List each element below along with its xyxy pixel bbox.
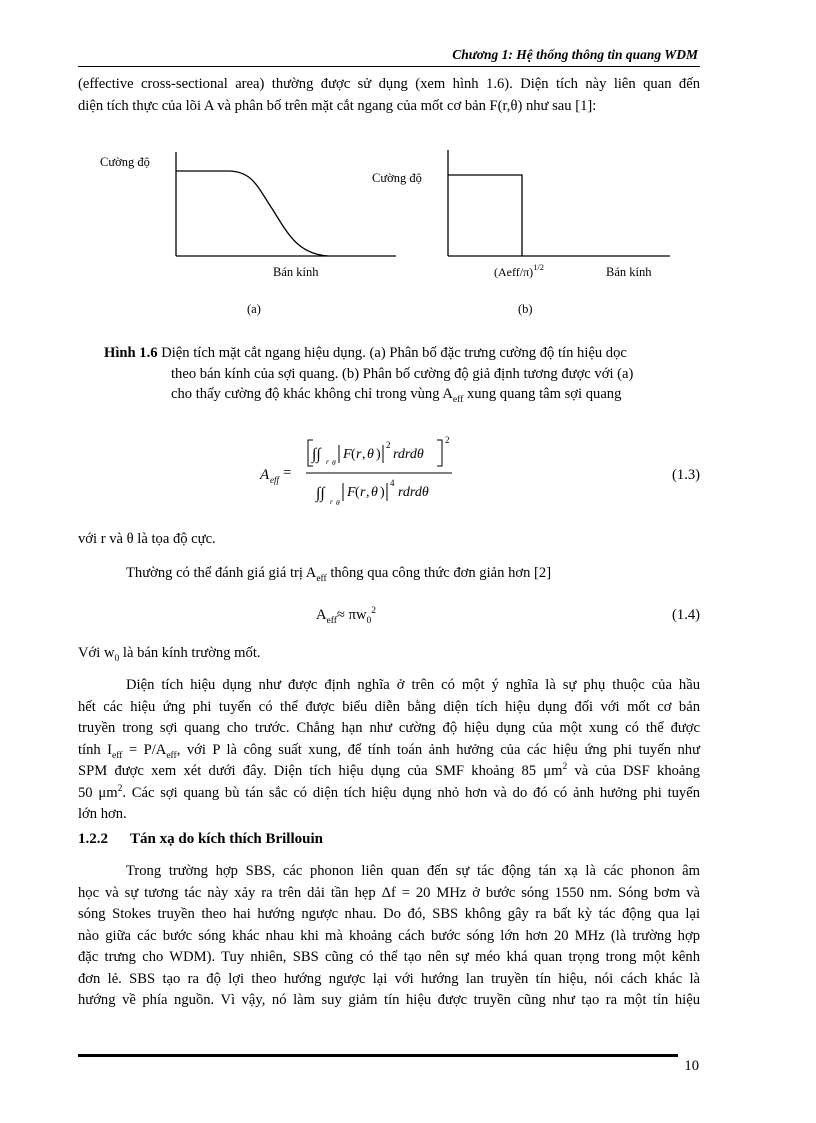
panel-a-label: (a) xyxy=(247,302,261,316)
caption-line-3 xyxy=(104,384,704,405)
l4-b: = P/A xyxy=(122,741,167,758)
caption-line-3-pre: cho thấy cường độ khác không chỉ trong vùng A xyxy=(171,386,453,402)
paragraph-effective-area xyxy=(78,675,700,826)
para-effective-line-1: Diện tích hiệu dụng như được định nghĩa ở trên có một ý nghĩa là sự phụ thuộc của hầu xyxy=(126,677,700,693)
para-sbs-line-3: sóng Stokes truyền theo hai hướng ngược nhau. Do đó, SBS không gây ra bất kỳ tác động qua lại xyxy=(78,906,700,922)
svg-text:A: A xyxy=(260,467,270,483)
para-sbs-line-2: học và sự tương tác này xảy ra trên dải tần hẹp Δf = 20 MHz ở bước sóng 1550 nm. Sóng bơm và xyxy=(78,884,700,901)
svg-text:): ) xyxy=(380,485,385,500)
equation-1-3-number: (1.3) xyxy=(672,467,700,483)
svg-text:2: 2 xyxy=(386,440,391,450)
panel-b-ylabel: Cường độ xyxy=(372,171,422,185)
chapter-title: Chương 1: Hệ thống thông tin quang WDM xyxy=(452,47,698,62)
footer-rule xyxy=(78,1054,678,1057)
l5-a: SPM được xem xét dưới đây. Diện tích hiệu dụng của SMF khoảng 85 μm xyxy=(78,763,563,779)
l6-a: 50 μm xyxy=(78,784,118,801)
eq14-lhs-sub: eff xyxy=(326,615,337,626)
svg-text:∫∫: ∫∫ xyxy=(312,446,321,463)
simpler-intro-sub: eff xyxy=(316,573,327,584)
svg-text:,: , xyxy=(366,485,370,500)
svg-text:r: r xyxy=(356,447,362,462)
para-sbs-line-1: Trong trường hợp SBS, các phonon liên quan đến sự tác động tán xạ là các phonon âm xyxy=(126,863,700,879)
para-effective-line-6 xyxy=(78,783,700,805)
l5-b: và của DSF khoảng xyxy=(567,763,700,779)
para-effective-line-7: lớn hơn. xyxy=(78,806,127,822)
intro-line-1: (effective cross-sectional area) thường được sử dụng (xem hình 1.6). Diện tích này liên quan đến xyxy=(78,76,700,92)
svg-text:θ: θ xyxy=(367,447,374,462)
l4-a: tính I xyxy=(78,741,113,758)
svg-text:2: 2 xyxy=(445,435,450,445)
section-heading xyxy=(78,831,323,848)
panel-b-xlabel: Bán kính xyxy=(606,265,652,279)
svg-text:∫∫: ∫∫ xyxy=(316,485,325,502)
caption-label: Hình 1.6 xyxy=(104,345,158,361)
panel-b-step-profile xyxy=(448,175,522,256)
figure-svg xyxy=(78,140,700,330)
section-title: Tán xạ do kích thích Brillouin xyxy=(130,831,323,847)
para-sbs-line-6: đơn lẻ. SBS tạo ra độ lợi theo hướng ngược lại với hướng lan truyền tín hiệu, nói cách khác là xyxy=(78,970,700,987)
polar-note: với r và θ là tọa độ cực. xyxy=(78,531,216,547)
panel-a-xlabel: Bán kính xyxy=(273,265,319,279)
panel-a-ylabel: Cường độ xyxy=(100,155,150,169)
caption-line-3-post: xung quang tâm sợi quang xyxy=(463,386,622,402)
svg-text:θ: θ xyxy=(371,485,378,500)
svg-text:eff: eff xyxy=(270,475,279,485)
panel-a-intensity-curve xyxy=(176,171,328,256)
svg-text:): ) xyxy=(376,447,381,462)
l4-c: , với P là công suất xung, để tính toán ảnh hưởng của các hiệu ứng phi tuyến như xyxy=(176,741,700,758)
svg-text:F: F xyxy=(343,447,352,462)
caption-line-2: theo bán kính của sợi quang. (b) Phân bố cường độ giả định tương được với (a) xyxy=(171,365,634,382)
para-sbs-line-7: hướng về phía nguồn. Vì vậy, nó làm suy giảm tín hiệu được truyền cũng như tạo ra một tín hiệu xyxy=(78,992,700,1008)
svg-text:r: r xyxy=(326,457,329,466)
figure-caption xyxy=(104,343,704,405)
para-sbs-line-5: đặc trưng cho WDM). Tuy nhiên, SBS cũng có thể tạo nên sự méo khá quan trọng trong một kênh xyxy=(78,949,700,965)
svg-text:rdrdθ: rdrdθ xyxy=(393,447,424,462)
svg-text:(: ( xyxy=(355,485,360,500)
simpler-intro-post: thông qua công thức đơn giản hơn [2] xyxy=(326,565,552,581)
svg-text:=: = xyxy=(283,465,292,481)
panel-b-xtick-text: (Aeff/π) xyxy=(494,265,534,279)
eq14-lhs: A xyxy=(316,607,327,623)
l6-b: . Các sợi quang bù tán sắc có diện tích hiệu dụng nhỏ hơn và do đó có ảnh hưởng phi tuyến xyxy=(122,784,700,801)
section-number: 1.2.2 xyxy=(78,831,108,847)
eq14-exp: 2 xyxy=(371,606,376,617)
equation-1-3-svg xyxy=(250,428,510,513)
eq14-approx: ≈ πw xyxy=(336,607,367,623)
svg-text:F: F xyxy=(347,485,356,500)
svg-text:,: , xyxy=(362,447,366,462)
svg-text:4: 4 xyxy=(390,478,395,488)
panel-b xyxy=(372,150,670,316)
svg-text:θ: θ xyxy=(336,498,340,507)
eq14-w-sub: 0 xyxy=(366,615,372,626)
caption-line-3-sub: eff xyxy=(452,394,464,405)
simpler-intro-pre: Thường có thể đánh giá giá trị A xyxy=(126,565,317,581)
caption-line-1: Diện tích mặt cắt ngang hiệu dụng. (a) Phân bố đặc trưng cường độ tín hiệu dọc xyxy=(161,345,627,361)
w0-note-sub: 0 xyxy=(114,653,120,664)
svg-text:r: r xyxy=(330,497,333,506)
intro-line-2: diện tích thực của lõi A và phân bố trên mặt cắt ngang của mốt cơ bản F(r,θ) như sau [1]: xyxy=(78,98,597,114)
figure-1-6 xyxy=(78,140,700,330)
w0-note-post: là bán kính trường mốt. xyxy=(119,645,261,661)
page-header xyxy=(78,38,700,67)
para-sbs-line-4: nào giữa các bước sóng khác nhau khi mà khoảng cách bước sóng lớn hơn 20 MHz (là trường hợp xyxy=(78,927,700,944)
equation-1-4-number: (1.4) xyxy=(672,607,700,623)
equation-1-3 xyxy=(250,428,510,513)
l4-sub1: eff xyxy=(112,750,123,761)
l4-sub2: eff xyxy=(166,750,177,761)
para-effective-line-5 xyxy=(78,761,700,783)
svg-text:(: ( xyxy=(351,447,356,462)
para-effective-line-4 xyxy=(78,740,700,762)
svg-text:r: r xyxy=(360,485,366,500)
simpler-formula-intro xyxy=(126,563,551,585)
panel-b-xtick xyxy=(494,262,544,279)
panel-b-label: (b) xyxy=(518,302,533,316)
l6-sup: 2 xyxy=(117,783,123,794)
panel-b-xtick-exp: 1/2 xyxy=(533,262,545,272)
svg-text:rdrdθ: rdrdθ xyxy=(398,485,429,500)
panel-a xyxy=(100,152,396,316)
l5-sup: 2 xyxy=(562,762,568,773)
svg-text:θ: θ xyxy=(332,458,336,467)
paragraph-sbs xyxy=(78,861,700,1012)
page-number: 10 xyxy=(684,1058,699,1074)
para-effective-line-2: hết các hiệu ứng phi tuyến có thể được biểu diễn bằng diện tích hiệu dụng đối với mốt cơ bản xyxy=(78,698,700,715)
equation-1-4 xyxy=(316,605,376,627)
w0-note xyxy=(78,643,261,665)
para-effective-line-3: truyền trong sợi quang cho trước. Chẳng hạn như cường độ hiệu dụng của một xung có thể được xyxy=(78,720,700,736)
w0-note-pre: Với w xyxy=(78,645,115,661)
